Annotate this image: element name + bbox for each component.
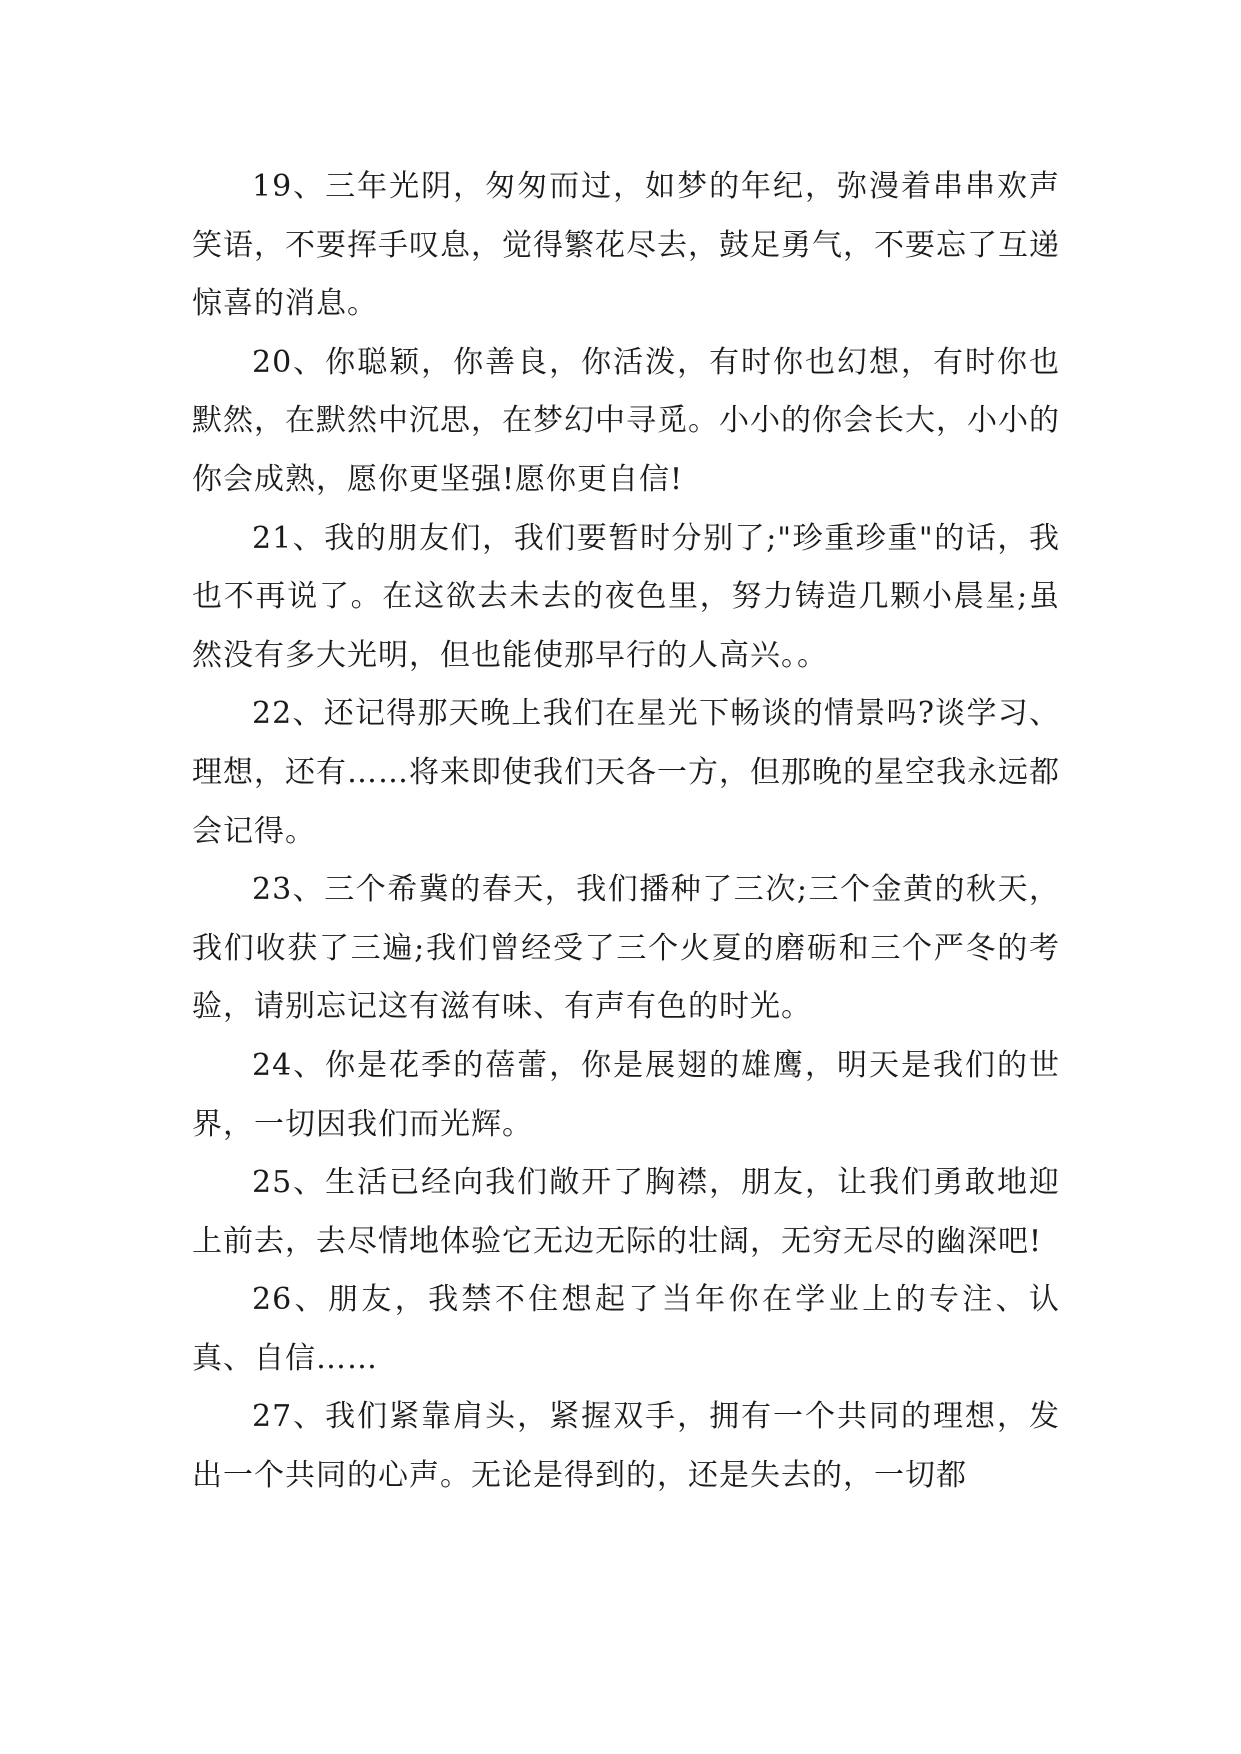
paragraph-26: 26、朋友，我禁不住想起了当年你在学业上的专注、认真、自信…… — [192, 1282, 1060, 1376]
paragraph-25: 25、生活已经向我们敞开了胸襟，朋友，让我们勇敢地迎上前去，去尽情地体验它无边无际的壮阔，无穷无尽的幽深吧! — [192, 1165, 1060, 1259]
paragraph-19: 19、三年光阴，匆匆而过，如梦的年纪，弥漫着串串欢声笑语，不要挥手叹息，觉得繁花尽去，鼓足勇气，不要忘了互递惊喜的消息。 — [192, 169, 1060, 322]
paragraph-21: 21、我的朋友们，我们要暂时分别了;"珍重珍重"的话，我也不再说了。在这欲去未去的夜色里，努力铸造几颗小晨星;虽然没有多大光明，但也能使那早行的人高兴。。 — [192, 520, 1060, 673]
paragraph-23: 23、三个希冀的春天，我们播种了三次;三个金黄的秋天，我们收获了三遍;我们曾经受了三个火夏的磨砺和三个严冬的考验，请别忘记这有滋有味、有声有色的时光。 — [192, 872, 1060, 1025]
paragraph-27: 27、我们紧靠肩头，紧握双手，拥有一个共同的理想，发出一个共同的心声。无论是得到的，还是失去的，一切都 — [192, 1399, 1060, 1494]
document-body — [192, 158, 1060, 1506]
paragraph-20: 20、你聪颖，你善良，你活泼，有时你也幻想，有时你也默然，在默然中沉思，在梦幻中寻觅。小小的你会长大，小小的你会成熟，愿你更坚强!愿你更自信! — [192, 344, 1060, 497]
paragraph-24: 24、你是花季的蓓蕾，你是展翅的雄鹰，明天是我们的世界，一切因我们而光辉。 — [192, 1047, 1060, 1142]
paragraph-22: 22、还记得那天晚上我们在星光下畅谈的情景吗?谈学习、理想，还有……将来即使我们天各一方，但那晚的星空我永远都会记得。 — [192, 696, 1060, 849]
